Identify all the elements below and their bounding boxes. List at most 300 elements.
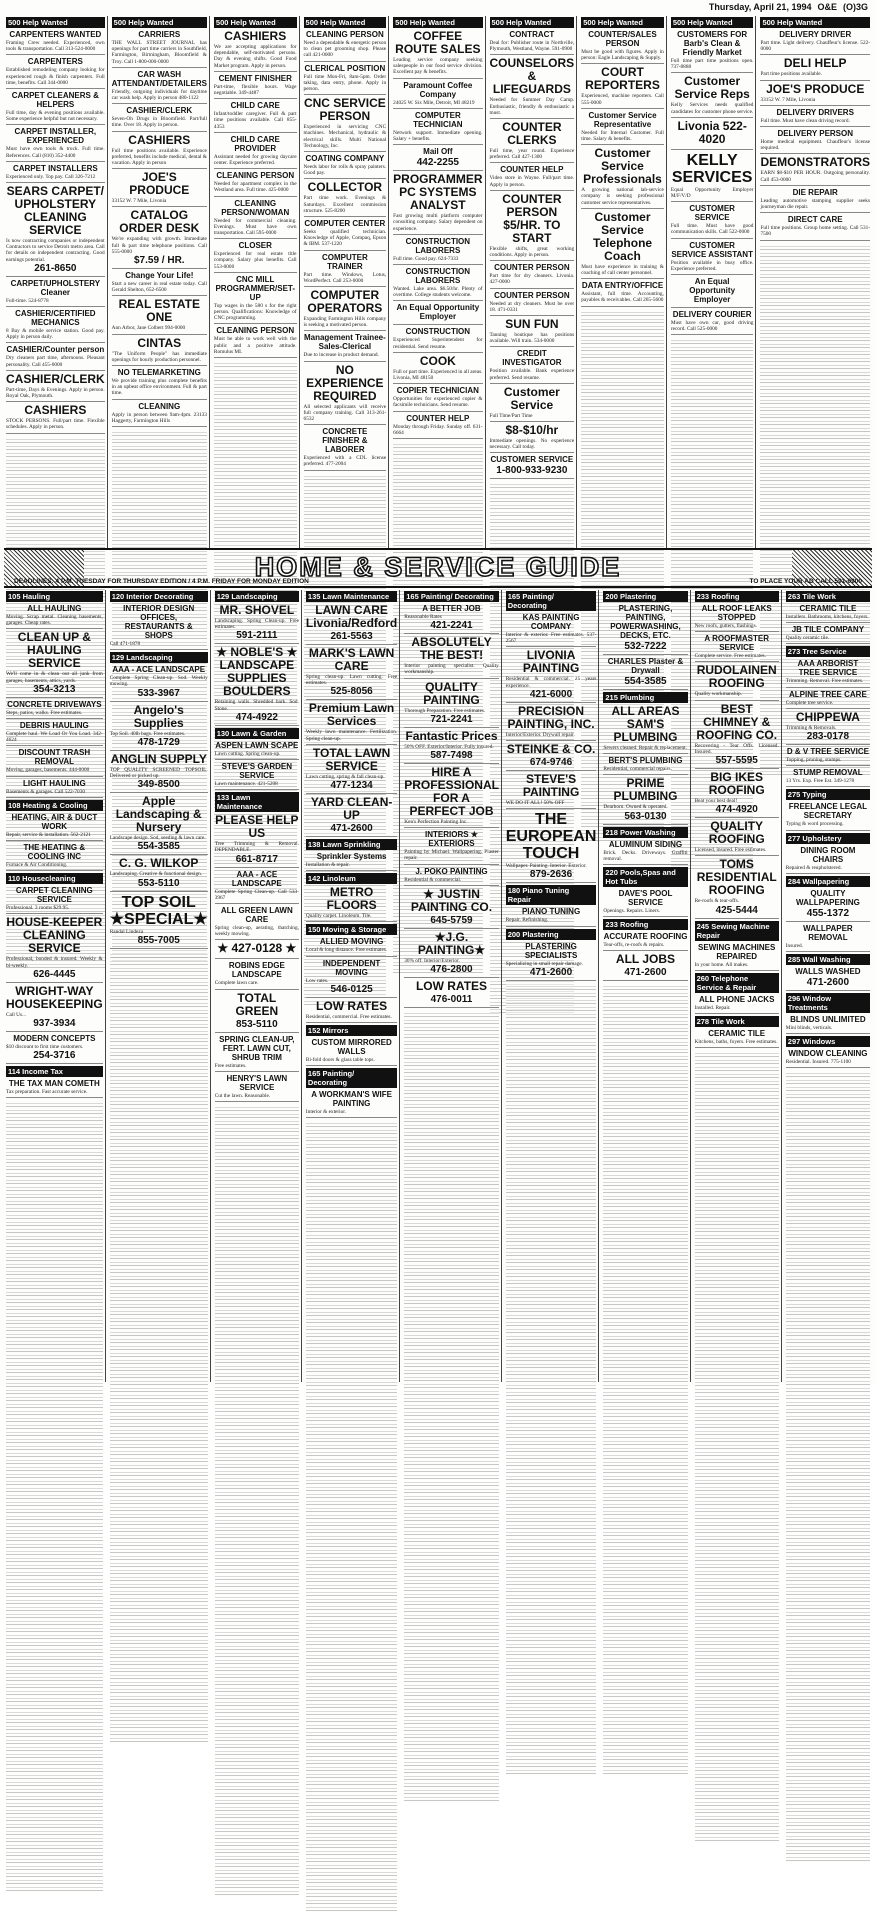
ad-body: Leading service company seeking salespeople in our food service division. Excellent pay & benefits. bbox=[393, 57, 483, 76]
ad-phone: 645-5759 bbox=[430, 914, 473, 926]
ad-body: Top wages in the 580 s for the right person. Qualifications: Knowledge of CNC programming. bbox=[213, 302, 297, 322]
ad-body: Ann Arbor, Jane Colbert 994-0000 bbox=[111, 325, 186, 332]
classified-column bbox=[213, 590, 302, 1382]
ad-body: Must have own tools & truck. Full time. References. Call (810) 352-4400 bbox=[6, 146, 105, 159]
ad-title: CONCRETE FINISHER & LABORER bbox=[322, 427, 368, 455]
ad-body: Residential. Insured. 775-1100 bbox=[785, 1059, 851, 1066]
ad-title: CONTRACT bbox=[509, 30, 555, 39]
classified-ad bbox=[695, 771, 779, 818]
ad-body: Apply in person between 9am-4pm. 23133 Haggerty, Farmington Hills bbox=[111, 411, 207, 424]
section-header: 233 Roofing bbox=[695, 591, 779, 602]
ad-title: ALL JOBS bbox=[615, 952, 676, 967]
classified-ad bbox=[603, 604, 687, 655]
ad-phone: 533-3967 bbox=[137, 687, 180, 699]
ad-title: JB TILE COMPANY bbox=[791, 625, 865, 635]
ad-title: COOK bbox=[419, 353, 456, 368]
ad-body: Must have experience in training & coaching of call center personnel. bbox=[581, 263, 664, 277]
ad-body: Residential, commercial. Free estimates. bbox=[305, 1013, 392, 1020]
fine-print-filler bbox=[695, 1050, 779, 1842]
ad-body: Lawn cutting. Spring clean-up. bbox=[214, 750, 281, 757]
ad-title: HOUSE-KEEPER CLEANING SERVICE bbox=[6, 915, 103, 956]
ad-body: Full-time. 524-8778 bbox=[6, 297, 49, 304]
ad-phone: 442-2255 bbox=[416, 157, 459, 169]
ad-body: Must be good with figures. Apply in person: Eagle Landscaping & Supply. bbox=[581, 49, 664, 62]
ad-title: C. G. WILKOP bbox=[119, 856, 199, 871]
classified-ad bbox=[603, 840, 687, 865]
ad-body: Mini blinds, verticals. bbox=[785, 1025, 833, 1032]
ad-body: Beat your best deal! bbox=[694, 798, 738, 805]
classified-ad bbox=[110, 857, 208, 891]
classified-ad bbox=[760, 215, 870, 240]
ad-title: CHIPPEWA bbox=[795, 709, 860, 724]
ad-title: DELIVERY COURIER bbox=[672, 310, 752, 320]
ad-body: Quality ceramic tile. bbox=[785, 635, 830, 642]
ad-title: SPRING CLEAN-UP, FERT. LAWN CUT, SHRUB TRIM bbox=[219, 1034, 295, 1062]
ad-title: TOTAL LAWN SERVICE bbox=[312, 745, 391, 773]
ad-title: LIVONIA PAINTING bbox=[522, 648, 580, 676]
ad-title: WRIGHT-WAY HOUSEKEEPING bbox=[6, 983, 103, 1011]
fine-print-filler bbox=[6, 1100, 103, 1892]
classified-ad bbox=[6, 279, 105, 307]
classified-column bbox=[108, 590, 211, 1382]
ad-phone: 853-5110 bbox=[235, 1018, 278, 1030]
ad-title: DAVE'S POOL SERVICE bbox=[618, 889, 673, 908]
ad-title: COUNTER PERSON $5/HR. TO START bbox=[502, 191, 562, 245]
classified-ad bbox=[6, 91, 105, 125]
classified-ad bbox=[506, 942, 597, 981]
classified-ad bbox=[112, 171, 207, 207]
ad-body: Due to increase in product demand. bbox=[303, 352, 379, 359]
service-guide-columns bbox=[4, 590, 872, 1382]
ad-title: ALL GREEN LAWN CARE bbox=[220, 906, 293, 925]
ad-body: Interior painting specialist. Quality workmanship. bbox=[404, 663, 499, 676]
classified-ad bbox=[490, 193, 575, 261]
classified-ad bbox=[214, 74, 297, 99]
ad-body: TOP QUALITY SCREENED TOPSOIL. Delivered or picked up. bbox=[109, 766, 208, 780]
ad-body: Interior & exterior. Free estimates. 537-2567 bbox=[505, 632, 597, 645]
ad-title: Fantastic Prices bbox=[405, 728, 498, 743]
classified-ad bbox=[214, 275, 297, 325]
classified-ad bbox=[760, 83, 870, 106]
section-header: 165 Painting/ Decorating bbox=[404, 591, 498, 602]
classified-ad bbox=[603, 889, 687, 917]
ad-phone: 587-7498 bbox=[430, 750, 473, 762]
classified-ad bbox=[506, 773, 597, 809]
classified-ad bbox=[214, 101, 297, 133]
ad-body: Spring clean-up. Lawn cutting. Free estimates. bbox=[305, 674, 398, 687]
classified-ad bbox=[6, 373, 105, 402]
classified-ad bbox=[671, 30, 754, 73]
classified-ad bbox=[6, 127, 105, 161]
classified-ad bbox=[506, 649, 597, 702]
classified-ad bbox=[112, 298, 207, 334]
ad-body: Full time Mon-Fri, 8am-5pm. Order taking, data entry, phone. Apply in person. bbox=[303, 73, 387, 93]
classified-ad bbox=[215, 762, 299, 790]
ad-title: CLEANING PERSON bbox=[305, 30, 384, 39]
ad-phone: 474-4920 bbox=[715, 804, 758, 816]
section-header: 277 Upholstery bbox=[786, 833, 870, 844]
section-header: 165 Painting/ Decorating bbox=[506, 591, 597, 611]
ad-title: Paramount Coffee Company bbox=[403, 80, 473, 99]
ad-body: Landscaping. Creative & functional design. bbox=[109, 871, 203, 878]
classified-ad bbox=[490, 291, 575, 316]
ad-body: Part time. Windows, Lotus, WordPerfect. Call 253-0000 bbox=[303, 271, 387, 284]
ad-body: Professional. 3 rooms $29.95. bbox=[6, 905, 70, 912]
section-header: 245 Sewing Machine Repair bbox=[695, 921, 779, 941]
ad-body: Complete tree service. bbox=[785, 699, 834, 706]
ad-body: Full time part time positions open. 737-8888 bbox=[670, 58, 754, 71]
classified-ad bbox=[306, 1038, 397, 1066]
section-header: 297 Windows bbox=[786, 1036, 870, 1047]
classified-ad bbox=[306, 1090, 397, 1118]
ad-title: KELLY SERVICES bbox=[671, 151, 753, 186]
ad-title: INTERIORS ★ EXTERIORS bbox=[425, 830, 478, 849]
ad-title: COUNTER CLERKS bbox=[502, 120, 562, 148]
ad-title: NO EXPERIENCE REQUIRED bbox=[306, 362, 384, 403]
section-header: 120 Interior Decorating bbox=[110, 591, 208, 602]
ad-phone: 557-5595 bbox=[715, 755, 758, 767]
classified-ad bbox=[215, 870, 299, 904]
ad-title: INTERIOR DESIGN OFFICES, RESTAURANTS & SHOPS bbox=[123, 604, 195, 640]
ad-title: Premium Lawn Services bbox=[308, 701, 395, 729]
ad-title: BLINDS UNLIMITED bbox=[790, 1015, 866, 1025]
ad-phone: 261-5563 bbox=[330, 631, 373, 642]
section-header: 108 Heating & Cooling bbox=[6, 800, 103, 811]
ad-title: QUALITY PAINTING bbox=[423, 679, 480, 707]
ad-title: DELIVERY DRIVER bbox=[779, 30, 852, 39]
ad-title: CEMENT FINISHER bbox=[218, 73, 292, 83]
classified-column bbox=[304, 590, 400, 1382]
ad-body: Complete Spring Clean-up. Call 533-3967 bbox=[214, 888, 299, 901]
ad-title: ALLIED MOVING bbox=[319, 937, 384, 947]
classified-ad bbox=[786, 924, 870, 952]
ad-title: CASHIERS bbox=[224, 29, 287, 43]
classified-ad bbox=[6, 779, 103, 798]
ad-body: Interior/Exterior. Drywall repair. bbox=[505, 731, 575, 738]
section-header: 110 Housecleaning bbox=[6, 873, 103, 884]
ad-body: Weekly lawn maintenance. Fertilization. Spring clean-up. bbox=[305, 729, 398, 742]
ad-title: CUSTOM MIRRORED WALLS bbox=[311, 1038, 392, 1057]
classified-ad bbox=[695, 1029, 779, 1048]
classified-ad bbox=[404, 604, 498, 634]
ad-title: YARD CLEAN-UP bbox=[310, 795, 393, 823]
ad-phone: 532-7222 bbox=[624, 641, 667, 652]
classified-ad bbox=[404, 980, 498, 1008]
ad-title: Management Trainee-Sales-Clerical bbox=[303, 333, 386, 352]
ad-title: COUNSELORS & LIFEGUARDS bbox=[489, 56, 575, 97]
classified-ad bbox=[506, 613, 597, 647]
ad-phone: 474-4922 bbox=[235, 711, 278, 723]
ad-body: Home medical equipment. Chauffeur's license required. bbox=[760, 139, 871, 152]
classified-ad bbox=[695, 820, 779, 856]
page-header bbox=[0, 0, 876, 14]
classified-ad bbox=[6, 813, 103, 841]
section-header: 129 Landscaping bbox=[110, 652, 208, 663]
ad-phone: 261-8650 bbox=[34, 262, 77, 274]
ad-title: STEINKE & CO. bbox=[506, 742, 596, 757]
ad-body: 33152 W. 7 Mile, Livonia bbox=[760, 96, 816, 103]
ad-body: Trimming & Removals. bbox=[785, 724, 837, 731]
ad-body: Free estimates. bbox=[214, 1062, 247, 1069]
section-header: 500 Help Wanted bbox=[112, 17, 207, 28]
classified-ad bbox=[786, 846, 870, 874]
classified-ad bbox=[393, 414, 482, 439]
ad-phone: 661-8717 bbox=[235, 853, 278, 865]
classified-ad bbox=[304, 289, 387, 331]
classified-ad bbox=[215, 741, 299, 760]
ad-body: Bi-fold doors & glass table tops. bbox=[305, 1057, 375, 1064]
ad-title: CARPET CLEANERS & HELPERS bbox=[11, 91, 99, 110]
classified-ad bbox=[304, 253, 387, 287]
ad-body: Trimming. Removal. Free estimates. bbox=[785, 678, 864, 685]
ad-title: PRECISION PAINTING, INC. bbox=[507, 703, 595, 731]
fine-print-filler bbox=[506, 983, 597, 1775]
section-header: 152 Mirrors bbox=[306, 1025, 397, 1036]
classified-ad bbox=[215, 906, 299, 940]
classified-ad bbox=[695, 703, 779, 769]
classified-ad bbox=[6, 404, 105, 433]
ad-body: Dry cleaners part time, afternoons. Pleasant personality. Call 455-0000 bbox=[6, 355, 105, 368]
classified-ad bbox=[786, 604, 870, 623]
classified-column bbox=[601, 590, 690, 1382]
classified-ad bbox=[490, 57, 575, 119]
ad-title: CASHIERS bbox=[128, 132, 191, 147]
ad-body: Position available. Bank experience preferred. Send resume. bbox=[489, 368, 575, 381]
ad-title: ANGLIN SUPPLY bbox=[110, 751, 207, 766]
ad-body: Fast growing multi platform computer consulting company. Salary dependent on experience. bbox=[393, 213, 483, 232]
ad-body: 30% off. Interior/Exterior. bbox=[404, 957, 460, 964]
ad-body: Residential & commercial. bbox=[404, 876, 462, 883]
ad-title: CARPET INSTALLER, EXPERIENCED bbox=[14, 127, 97, 146]
ad-body: Retaining walls. Shredded bark. Sod. Stone. bbox=[214, 699, 299, 712]
header-paper: O&E bbox=[817, 2, 837, 12]
classified-ad bbox=[6, 886, 103, 914]
classified-ad bbox=[490, 455, 575, 479]
classified-ad bbox=[404, 766, 498, 828]
ad-phone: 455-1372 bbox=[806, 907, 850, 919]
ad-phone: 477-1234 bbox=[330, 780, 373, 792]
ad-body: Experienced in servicing CNC machines. Mechanical, hydraulic & electrical skills. Multi National Technology, Inc. bbox=[303, 124, 387, 149]
ad-title: KAS PAINTING COMPANY bbox=[522, 613, 580, 631]
ad-title: BIG IKES ROOFING bbox=[708, 770, 765, 798]
classified-ad bbox=[304, 427, 387, 470]
ad-title: WALLPAPER REMOVAL bbox=[803, 923, 853, 942]
fine-print-filler bbox=[603, 983, 687, 1775]
ad-phone: 937-3934 bbox=[33, 1018, 76, 1030]
classified-ad bbox=[6, 1034, 103, 1064]
ad-body: Monday through Friday. Sunday off. 631-6664 bbox=[393, 423, 483, 436]
section-header: 180 Piano Tuning Repair bbox=[506, 885, 597, 905]
section-header: 165 Painting/ Decorating bbox=[306, 1068, 397, 1088]
ad-title: COURT REPORTERS bbox=[585, 65, 660, 93]
ad-title: Customer Service Representative bbox=[588, 110, 657, 129]
ad-body: In your home. All makes. bbox=[694, 961, 749, 968]
ad-phone: 421-6000 bbox=[529, 688, 573, 700]
ad-phone: 879-2636 bbox=[529, 869, 573, 881]
ad-title: Sprinkler Systems bbox=[316, 852, 387, 862]
classified-ad bbox=[306, 937, 397, 956]
ad-title: CNC MILL PROGRAMMER/SET-UP bbox=[215, 274, 296, 302]
ad-title: CLEANING PERSON bbox=[216, 326, 295, 336]
ad-title: ALL HAULING bbox=[27, 604, 82, 613]
ad-body: Full time. Must have clean driving record. bbox=[760, 117, 850, 124]
ad-body: Tree Trimming & Removal. DEPENDABLE. bbox=[214, 841, 299, 854]
ad-body: Steps, patios, walks. Free estimates. bbox=[6, 709, 83, 716]
classified-ad bbox=[404, 830, 498, 864]
ad-phone: 674-9746 bbox=[529, 757, 573, 769]
ad-body: Moving. Scrap metal. Cleaning basements, garages. Cheap rates. bbox=[6, 614, 103, 627]
ad-body: New roofs, gutters, flashings. bbox=[694, 623, 757, 629]
ad-phone: 563-0130 bbox=[624, 810, 667, 822]
classified-ad bbox=[490, 263, 575, 288]
ad-title: PLASTERING, PAINTING, POWERWASHING, DECKS, ETC. bbox=[610, 604, 681, 640]
ad-title: LAWN CARE Livonia/Redford bbox=[305, 603, 398, 630]
classified-column bbox=[402, 590, 501, 1382]
classified-ad bbox=[304, 219, 387, 251]
classified-ad bbox=[6, 1079, 103, 1098]
ad-title: DIRECT CARE bbox=[787, 215, 843, 225]
ad-body: Part time. Light delivery. Chauffeur's license. 522-0000 bbox=[760, 40, 871, 53]
classified-ad bbox=[581, 281, 664, 306]
classified-ad bbox=[760, 108, 870, 127]
classified-ad bbox=[786, 889, 870, 922]
ad-body: Recovering - Tear Offs. Licensed. Insured. bbox=[694, 742, 779, 755]
ad-title: STEVE'S PAINTING bbox=[522, 772, 580, 800]
ad-title: TOP SOIL ★SPECIAL★ bbox=[109, 893, 208, 928]
ad-title: CONCRETE DRIVEWAYS bbox=[7, 699, 102, 709]
classified-column bbox=[391, 16, 485, 548]
ad-body: Immediate openings. No experience necessary. Call today. bbox=[489, 438, 575, 451]
section-header: 500 Help Wanted bbox=[581, 17, 664, 28]
ad-phone: $7.59 / HR. bbox=[134, 255, 185, 267]
home-service-guide-banner bbox=[4, 548, 872, 588]
ad-body: Wallpaper. Painting. Interior. Exterior. bbox=[505, 863, 587, 870]
ad-title: CHARLES Plaster & Drywall bbox=[607, 657, 684, 675]
classified-ad bbox=[603, 777, 687, 824]
ad-title: CLERICAL POSITION bbox=[304, 63, 386, 73]
ad-title: Customer Service Professionals bbox=[583, 146, 662, 187]
classified-ad bbox=[671, 277, 754, 308]
fine-print-filler bbox=[215, 1104, 299, 1896]
classified-column bbox=[488, 16, 578, 548]
ad-title: COMPUTER TRAINER bbox=[321, 252, 368, 271]
ad-body: Call Us... bbox=[6, 1011, 27, 1018]
ad-title: COFFEE ROUTE SALES bbox=[395, 29, 481, 56]
ad-body: "The Uniform People" has immediate openings for hourly production personnel. bbox=[111, 350, 207, 363]
ad-body: Brick. Decks. Driveways. Graffiti removal. bbox=[603, 849, 688, 862]
classified-ad bbox=[671, 310, 754, 335]
ad-title: HIRE A PROFESSIONAL FOR A PERFECT JOB bbox=[404, 765, 499, 819]
section-header: 218 Power Washing bbox=[603, 827, 687, 838]
ad-title: CLOSER bbox=[238, 241, 272, 251]
ad-title: THE HEATING & COOLING INC bbox=[23, 843, 86, 862]
classified-ad bbox=[393, 386, 482, 411]
section-header: 500 Help Wanted bbox=[760, 17, 870, 28]
ad-title: MODERN CONCEPTS bbox=[13, 1034, 96, 1044]
classified-ad bbox=[214, 30, 297, 72]
classified-ad bbox=[581, 66, 664, 108]
ad-title: JOE'S PRODUCE bbox=[129, 170, 190, 198]
classified-ad bbox=[786, 711, 870, 745]
ad-body: Flexible shifts, great working conditions. Apply in person. bbox=[489, 245, 575, 259]
ad-title: CLEAN UP & HAULING SERVICE bbox=[17, 630, 91, 671]
classified-ad bbox=[6, 164, 105, 183]
section-header: 129 Landscaping bbox=[215, 591, 299, 602]
ad-title: Livonia 522-4020 bbox=[677, 118, 747, 146]
classified-ad bbox=[695, 858, 779, 918]
ad-body: Full time. Good pay. 624-7333 bbox=[393, 255, 459, 262]
classified-column bbox=[110, 16, 210, 548]
ad-body: Residential & commercial. 25 years experience. bbox=[505, 676, 597, 689]
classified-ad bbox=[112, 70, 207, 104]
ad-body: Full time positions available. Experience preferred, benefits include medical, dental & vacation. Apply in person bbox=[111, 147, 207, 167]
ad-body: Tax preparation. Fast accurate service. bbox=[6, 1089, 88, 1096]
classified-ad bbox=[393, 173, 482, 235]
classified-ad bbox=[671, 204, 754, 238]
ad-body: Painting by Michael. Wallpapering. Plaster repair. bbox=[404, 849, 499, 862]
ad-title: BERT'S PLUMBING bbox=[608, 756, 683, 766]
ad-phone: 1-800-933-9230 bbox=[496, 465, 568, 477]
ad-title: Change Your Life! bbox=[125, 271, 194, 281]
classified-ad bbox=[393, 81, 482, 109]
section-header: 200 Plastering bbox=[603, 591, 687, 602]
section-header: 220 Pools,Spas and Hot Tubs bbox=[603, 867, 687, 887]
ad-body: We'll come in & clean out all junk from garages, basements, attics, yards. bbox=[6, 671, 103, 684]
ad-phone: 476-2800 bbox=[430, 964, 473, 976]
ad-body: We provide training plus complete benefits in an upbeat office environment. Full & part time. bbox=[111, 378, 207, 397]
ad-title: ALPINE TREE CARE bbox=[789, 689, 867, 699]
ad-title: DINING ROOM CHAIRS bbox=[800, 845, 856, 864]
ad-body: Needs labor for rolls & spray painters. Good pay. bbox=[303, 164, 387, 177]
ad-title: THE EUROPEAN TOUCH bbox=[505, 811, 597, 863]
section-header: 500 Help Wanted bbox=[490, 17, 575, 28]
classified-ad bbox=[671, 152, 754, 202]
classified-ad bbox=[6, 631, 103, 697]
ad-body: Needed for Internal Customer. Full time. Salary & benefits. bbox=[581, 129, 664, 143]
banner-call: TO PLACE YOUR AD CALL 591-0900 bbox=[749, 578, 862, 585]
ad-title: CUSTOMERS FOR Barb's Clean & Friendly Market bbox=[677, 30, 748, 57]
classified-ad bbox=[393, 355, 482, 384]
classified-column bbox=[504, 590, 600, 1382]
ad-body: 33152 W. 7 Mile, Livonia bbox=[111, 198, 167, 205]
ad-phone: 525-8056 bbox=[330, 686, 373, 698]
ad-title: MARK'S LAWN CARE bbox=[308, 646, 395, 673]
fine-print-filler bbox=[110, 951, 208, 1743]
ad-title: PROGRAMMER PC SYSTEMS ANALYST bbox=[393, 172, 483, 213]
classified-ad bbox=[671, 75, 754, 117]
ad-title: An Equal Opportunity Employer bbox=[396, 303, 480, 322]
classified-ad bbox=[215, 814, 299, 867]
ad-phone: 553-5110 bbox=[137, 877, 180, 889]
classified-ad bbox=[760, 156, 870, 185]
ad-title: CASHIER/Counter person bbox=[6, 345, 105, 355]
classified-ad bbox=[214, 326, 297, 358]
ad-body: EARN $8-$10 PER HOUR. Outgoing personality. Call 453-0000 bbox=[760, 170, 871, 183]
fine-print-filler bbox=[404, 1010, 498, 1802]
ad-title: WALLS WASHED bbox=[795, 967, 861, 977]
ad-body: Tanning boutique has positions available. Will train. 534-0000 bbox=[489, 332, 575, 345]
classified-column bbox=[669, 16, 757, 548]
ad-phone: 421-2241 bbox=[430, 620, 473, 632]
ad-title: BEST CHIMNEY & ROOFING CO. bbox=[696, 701, 778, 742]
ad-body: 13 Yrs. Exp. Free Est. 349-1278 bbox=[785, 778, 855, 785]
classified-ad bbox=[306, 702, 397, 744]
ad-phone: 471-2600 bbox=[806, 977, 850, 989]
classified-ad bbox=[786, 1015, 870, 1034]
ad-body: Full time, day & evening positions available. Some experience helpful but not necessary. bbox=[6, 110, 105, 123]
ad-body: Thorough Preparation. Free estimates. bbox=[404, 707, 486, 714]
classified-ad bbox=[393, 147, 482, 171]
